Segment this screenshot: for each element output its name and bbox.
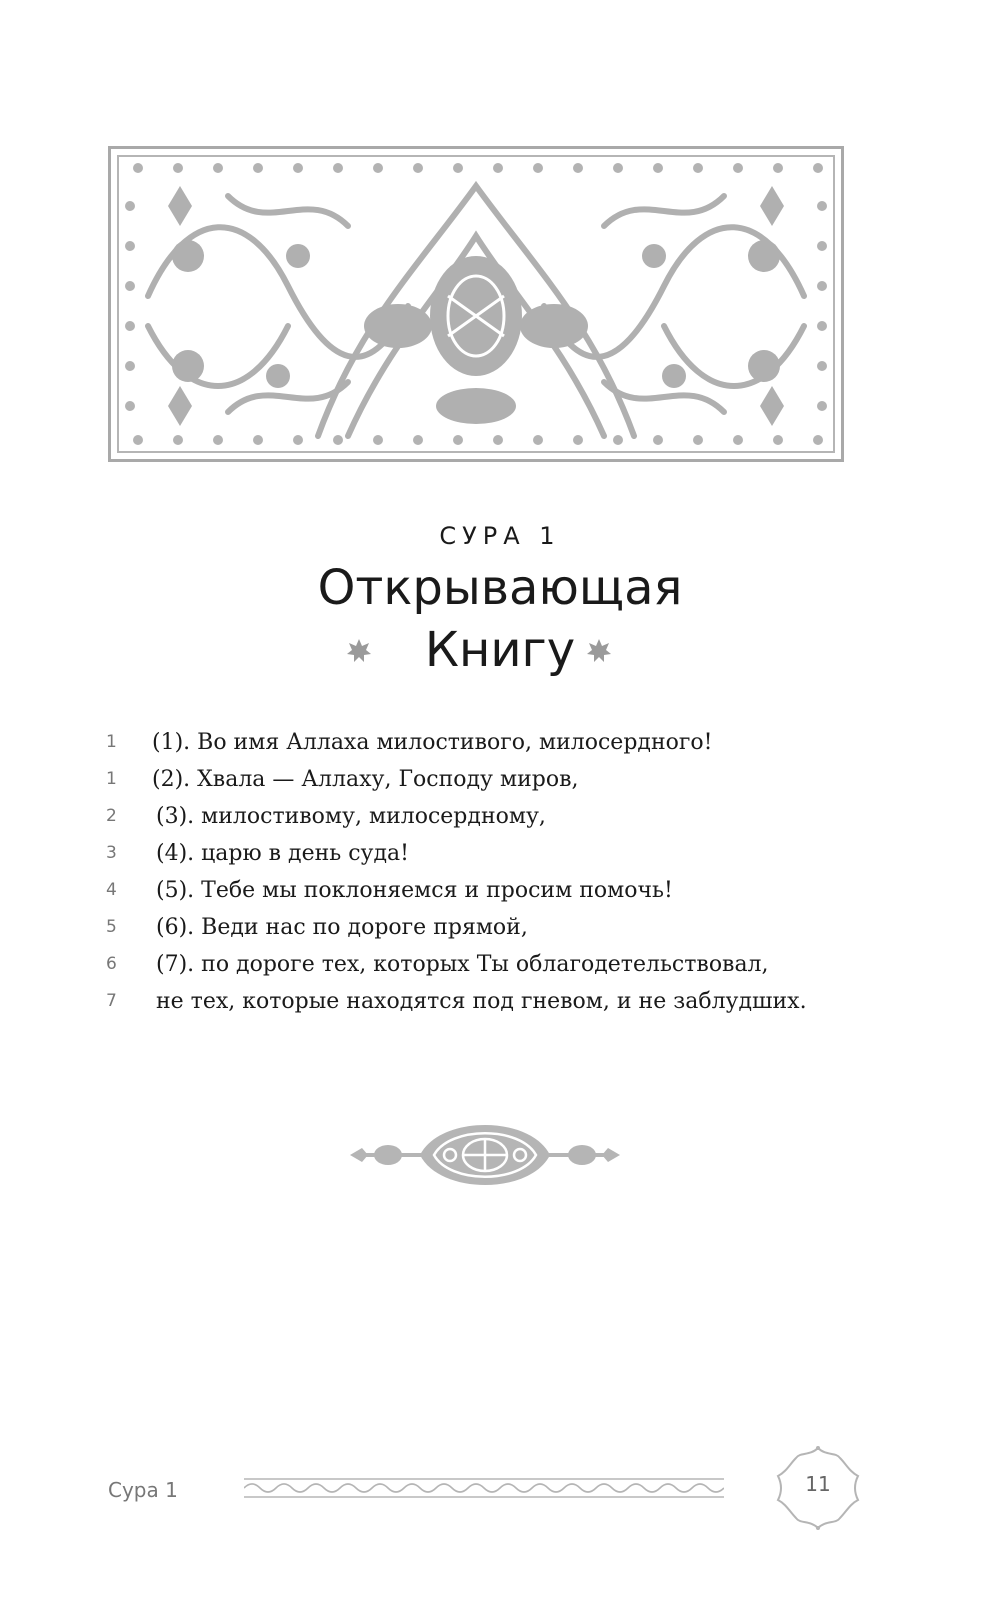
verse-list xyxy=(106,724,906,1020)
verse-line xyxy=(106,761,906,798)
page-number: 11 xyxy=(805,1472,831,1496)
verse-text: (7). по дороге тех, которых Ты облагодетельствовал, xyxy=(156,952,769,977)
decorative-band xyxy=(244,1477,724,1499)
surah-label: СУРА 1 xyxy=(439,522,561,550)
verse-text: (4). царю в день суда! xyxy=(156,841,409,866)
verse-line xyxy=(106,983,906,1020)
verse-line xyxy=(106,872,906,909)
verse-line xyxy=(106,946,906,983)
rosette-icon xyxy=(586,638,612,664)
verse-number: 7 xyxy=(106,991,117,1011)
verse-number: 1 xyxy=(106,732,117,752)
verse-number: 6 xyxy=(106,954,117,974)
verse-text: не тех, которые находятся под гневом, и не заблудших. xyxy=(156,989,807,1014)
verse-number: 2 xyxy=(106,806,117,826)
chapter-title-line-2: Книгу xyxy=(424,622,576,678)
verse-number: 1 xyxy=(106,769,117,789)
verse-number: 3 xyxy=(106,843,117,863)
verse-number: 4 xyxy=(106,880,117,900)
arabesque-header-panel xyxy=(108,146,844,462)
running-head: Сура 1 xyxy=(108,1478,178,1502)
verse-line xyxy=(106,798,906,835)
verse-text: (3). милостивому, милосердному, xyxy=(156,804,546,829)
chapter-end-ornament xyxy=(350,1110,620,1200)
verse-line xyxy=(106,835,906,872)
verse-line xyxy=(106,724,906,761)
verse-text: (6). Веди нас по дороге прямой, xyxy=(156,915,528,940)
verse-text: (5). Тебе мы поклоняемся и просим помочь! xyxy=(156,878,673,903)
verse-number: 5 xyxy=(106,917,117,937)
verse-text: (1). Во имя Аллаха милостивого, милосердного! xyxy=(152,730,713,755)
verse-line xyxy=(106,909,906,946)
chapter-title-line-1: Открывающая xyxy=(317,560,683,616)
rosette-icon xyxy=(346,638,372,664)
verse-text: (2). Хвала — Аллаху, Господу миров, xyxy=(152,767,579,792)
